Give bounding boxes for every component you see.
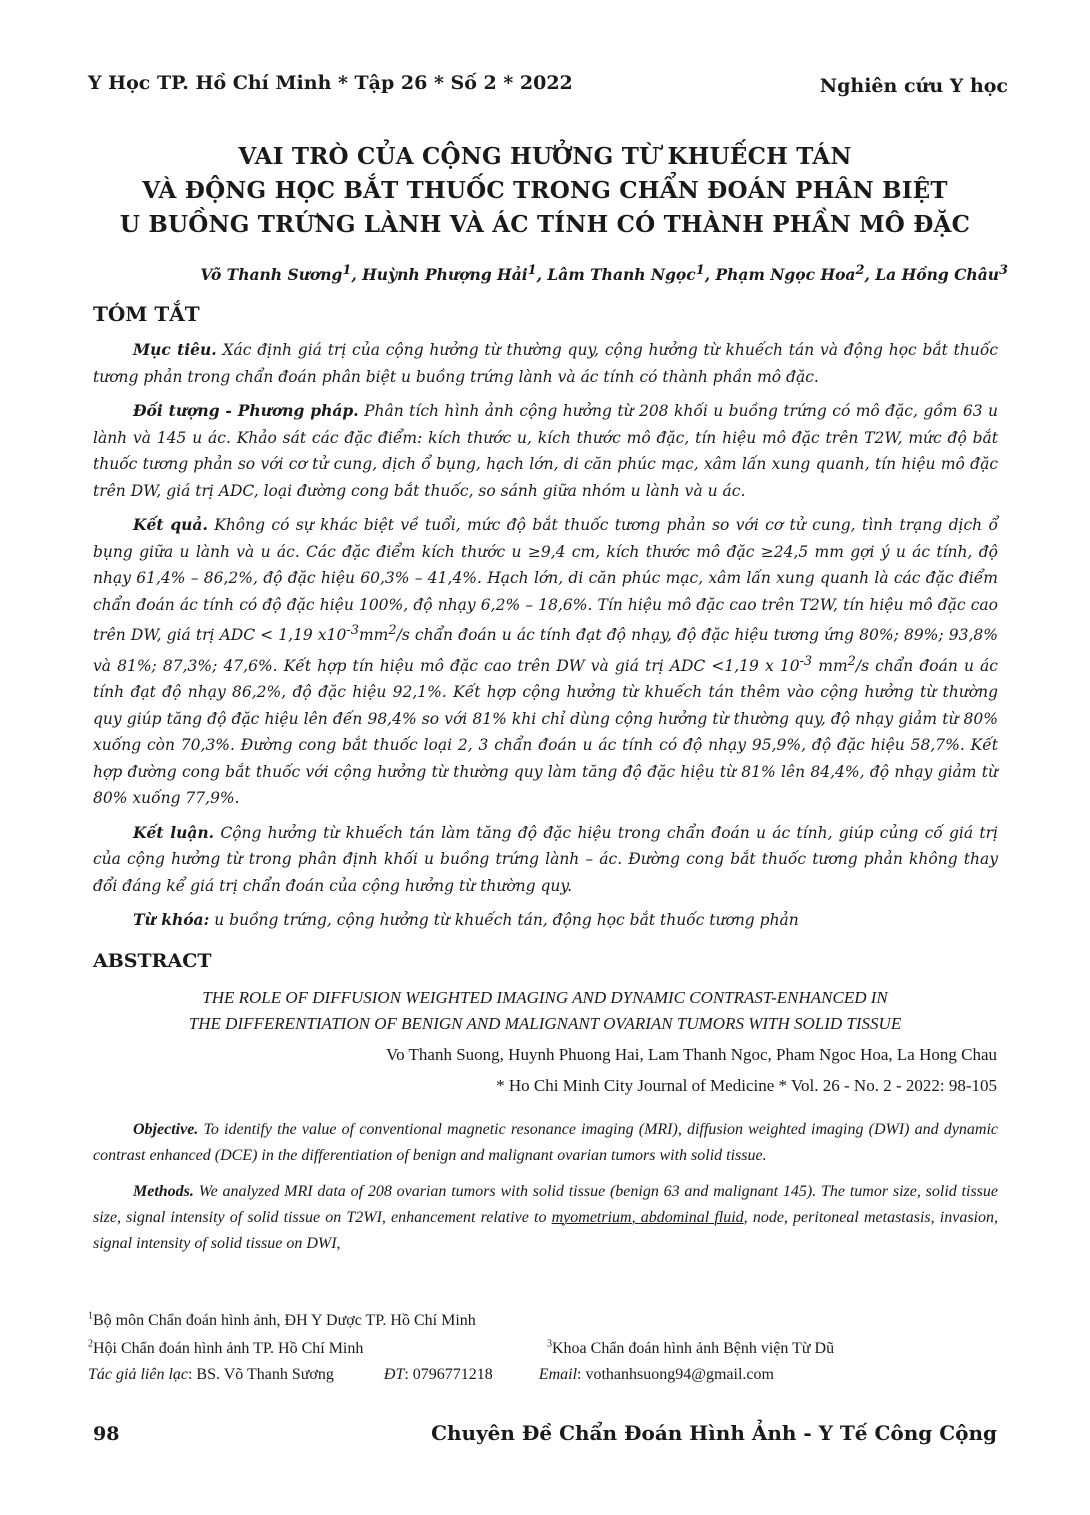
summary-body: [93, 337, 998, 942]
author-5-affil: 3: [999, 263, 1008, 278]
summary-methods-label: Đối tượng - Phương pháp.: [133, 401, 359, 420]
summary-objective: [93, 337, 998, 390]
summary-results-text-2: mm: [358, 626, 389, 645]
abstract-authors: Vo Thanh Suong, Huynh Phuong Hai, Lam Thanh Ngoc, Pham Ngoc Hoa, La Hong Chau: [386, 1045, 997, 1064]
author-3-affil: 1: [695, 263, 705, 278]
email-address: : vothanhsuong94@gmail.com: [577, 1366, 774, 1383]
summary-objective-label: Mục tiêu.: [133, 340, 217, 359]
summary-results-exp-4: 2: [847, 653, 856, 669]
author-2-affil: 1: [527, 263, 537, 278]
author-list: Võ Thanh Sương$^1$, Huỳnh Phượng Hải$^1$, Lâm Thanh Ngọc$^1$, Phạm Ngọc Hoa$^2$, La Hồng Châu$^3$: [200, 263, 1008, 285]
abstract-objective-text: To identify the value of conventional magnetic resonance imaging (MRI), diffusion weighted imaging (DWI) and dynamic contrast enhanced (DCE) in the differentiation of benign and malignant ovarian tumors with solid tissue.: [93, 1121, 999, 1164]
footnote-3: [547, 1340, 834, 1358]
abstract-objective-label: Objective.: [133, 1121, 199, 1138]
summary-results-exp-3: -3: [799, 653, 813, 669]
summary-keywords: [93, 907, 998, 934]
email-label: Email: [538, 1366, 578, 1383]
summary-methods-text: Phân tích hình ảnh cộng hưởng từ 208 khối u buồng trứng có mô đặc, gồm 63 u lành và 145 u ác. Khảo sát các đặc điểm: kích thước u, kích thước mô đặc, tín hiệu mô đặc trên T2W, mức độ bắt thuốc tương phản so với cơ tử cung, dịch ổ bụng, hạch lớn, di căn phúc mạc, xâm lấn xung quanh, tín hiệu mô đặc trên DW, giá trị ADC, loại đường cong bắt thuốc, so sánh giữa nhóm u lành và u ác.: [93, 402, 998, 500]
summary-keywords-text: u buồng trứng, cộng hưởng từ khuếch tán, động học bắt thuốc tương phản: [214, 911, 799, 930]
title-line-2: VÀ ĐỘNG HỌC BẮT THUỐC TRONG CHẨN ĐOÁN PHÂN BIỆT: [142, 177, 948, 204]
abstract-methods: [93, 1179, 998, 1257]
footnote-3-text: Khoa Chẩn đoán hình ảnh Bệnh viện Từ Dũ: [552, 1340, 835, 1357]
summary-keywords-label: Từ khóa:: [133, 910, 210, 930]
footnote-2-text: Hội Chẩn đoán hình ảnh TP. Hồ Chí Minh: [93, 1340, 364, 1357]
author-3: Lâm Thanh Ngọc: [547, 265, 696, 285]
author-2: Huỳnh Phượng Hải: [362, 265, 528, 285]
footnote-1: [88, 1312, 476, 1330]
summary-results: [93, 512, 998, 812]
abstract-title-line-1: THE ROLE OF DIFFUSION WEIGHTED IMAGING AND DYNAMIC CONTRAST-ENHANCED IN: [202, 988, 888, 1007]
corr-name: : BS. Võ Thanh Sương: [187, 1366, 334, 1383]
author-5: La Hồng Châu: [875, 265, 1000, 285]
summary-methods: [93, 398, 998, 504]
footnote-1-text: Bộ môn Chẩn đoán hình ảnh, ĐH Y Dược TP. Hồ Chí Minh: [93, 1312, 476, 1329]
title-line-1: VAI TRÒ CỦA CỘNG HƯỞNG TỪ KHUẾCH TÁN: [238, 143, 852, 170]
running-header-left: Y Học TP. Hồ Chí Minh * Tập 26 * Số 2 * 2022: [88, 72, 573, 94]
summary-results-exp-2: 2: [388, 623, 397, 638]
phone-label: ĐT: [383, 1366, 405, 1383]
summary-heading: TÓM TẮT: [93, 302, 200, 326]
title-line-3: U BUỒNG TRỨNG LÀNH VÀ ÁC TÍNH CÓ THÀNH PHẦN MÔ ĐẶC: [119, 211, 971, 238]
summary-results-text-3: /s chẩn đoán u ác tính đạt độ nhạy, độ đặc hiệu tương ứng 80%; 89%; 93,8% và 81%; 87,3%; 47,6%. Kết hợp tín hiệu mô đặc cao trên DW và giá trị ADC <1,19 x 10: [93, 626, 998, 675]
summary-results-exp-1: -3: [346, 623, 359, 638]
summary-results-text-4: mm: [812, 656, 848, 675]
phone-number: : 0796771218: [404, 1366, 493, 1383]
corresponding-author: [88, 1366, 774, 1384]
footnote-1-mark: 1: [88, 1310, 93, 1322]
running-footer: Chuyên Đề Chẩn Đoán Hình Ảnh - Y Tế Công Cộng: [431, 1421, 997, 1445]
author-1: Võ Thanh Sương: [200, 265, 343, 285]
abstract-objective: [93, 1117, 998, 1169]
summary-results-label: Kết quả.: [133, 515, 208, 534]
abstract-body: [93, 1117, 998, 1267]
summary-conclusion: [93, 820, 998, 900]
summary-conclusion-label: Kết luận.: [133, 822, 215, 842]
abstract-title: [0, 985, 1090, 1037]
abstract-citation: * Ho Chi Minh City Journal of Medicine * Vol. 26 - No. 2 - 2022: 98-105: [496, 1076, 997, 1095]
author-4-affil: 2: [855, 263, 865, 278]
abstract-methods-text-1: We analyzed MRI data of 208 ovarian tumors with solid tissue (benign 63 and malignant 145). The tumor size, solid tissue size, signal intensity of solid tissue on T2WI, enhancement relative to: [93, 1183, 999, 1226]
abstract-heading: ABSTRACT: [93, 950, 212, 972]
corr-label: Tác giả liên lạc: [88, 1366, 188, 1383]
summary-results-text-5: /s chẩn đoán u ác tính đạt độ nhạy 86,2%, độ đặc hiệu 92,1%. Kết hợp cộng hưởng từ khuếch tán thêm vào cộng hưởng từ thường quy giúp tăng độ đặc hiệu lên đến 98,4% so với 81% khi chỉ dùng cộng hưởng từ thường quy, độ nhạy giảm từ 80% xuống còn 70,3%. Đường cong bắt thuốc loại 2, 3 chẩn đoán u ác tính có độ nhạy 95,9%, độ đặc hiệu 58,7%. Kết hợp đường cong bắt thuốc với cộng hưởng từ thường quy làm tăng độ đặc hiệu từ 81% lên 84,4%, độ nhạy giảm từ 80% xuống 77,9%.: [93, 656, 998, 808]
summary-conclusion-text: Cộng hưởng từ khuếch tán làm tăng độ đặc hiệu trong chẩn đoán u ác tính, giúp củng cố giá trị của cộng hưởng từ trong phân định khối u buồng trứng lành – ác. Đường cong bắt thuốc tương phản không thay đổi đáng kể giá trị chẩn đoán của cộng hưởng từ thường quy.: [93, 823, 998, 895]
abstract-methods-underlined: myometrium, abdominal fluid: [551, 1209, 744, 1226]
abstract-title-line-2: THE DIFFERENTIATION OF BENIGN AND MALIGNANT OVARIAN TUMORS WITH SOLID TISSUE: [188, 1014, 902, 1033]
abstract-methods-label: Methods.: [133, 1183, 194, 1200]
footnote-2: [88, 1340, 363, 1358]
article-title: [0, 140, 1090, 242]
page-number: 98: [93, 1423, 120, 1445]
footnote-2-mark: 2: [88, 1338, 93, 1350]
running-header-right: Nghiên cứu Y học: [819, 75, 1008, 97]
summary-objective-text: Xác định giá trị của cộng hưởng từ thường quy, cộng hưởng từ khuếch tán và động học bắt thuốc tương phản trong chẩn đoán phân biệt u buồng trứng lành và ác tính có thành phần mô đặc.: [93, 341, 998, 386]
summary-results-text-1: Không có sự khác biệt về tuổi, mức độ bắt thuốc tương phản so với cơ tử cung, tình trạng dịch ổ bụng giữa u lành và u ác. Các đặc điểm kích thước u ≥9,4 cm, kích thước mô đặc ≥24,5 mm gợi ý u ác tính, độ nhạy 61,4% – 86,2%, độ đặc hiệu 60,3% – 41,4%. Hạch lớn, di căn phúc mạc, xâm lấn xung quanh là các đặc điểm chẩn đoán ác tính có độ đặc hiệu 100%, độ nhạy 6,2% – 18,6%. Tín hiệu mô đặc cao trên T2W, tín hiệu mô đặc cao trên DW, giá trị ADC < 1,19 x10: [93, 516, 998, 645]
author-1-affil: 1: [342, 263, 352, 278]
footnote-3-mark: 3: [547, 1338, 552, 1350]
abstract-methods-text-2: , node, peritoneal metastasis, invasion, signal intensity of solid tissue on DWI,: [93, 1209, 999, 1252]
author-4: Phạm Ngọc Hoa: [715, 265, 856, 285]
